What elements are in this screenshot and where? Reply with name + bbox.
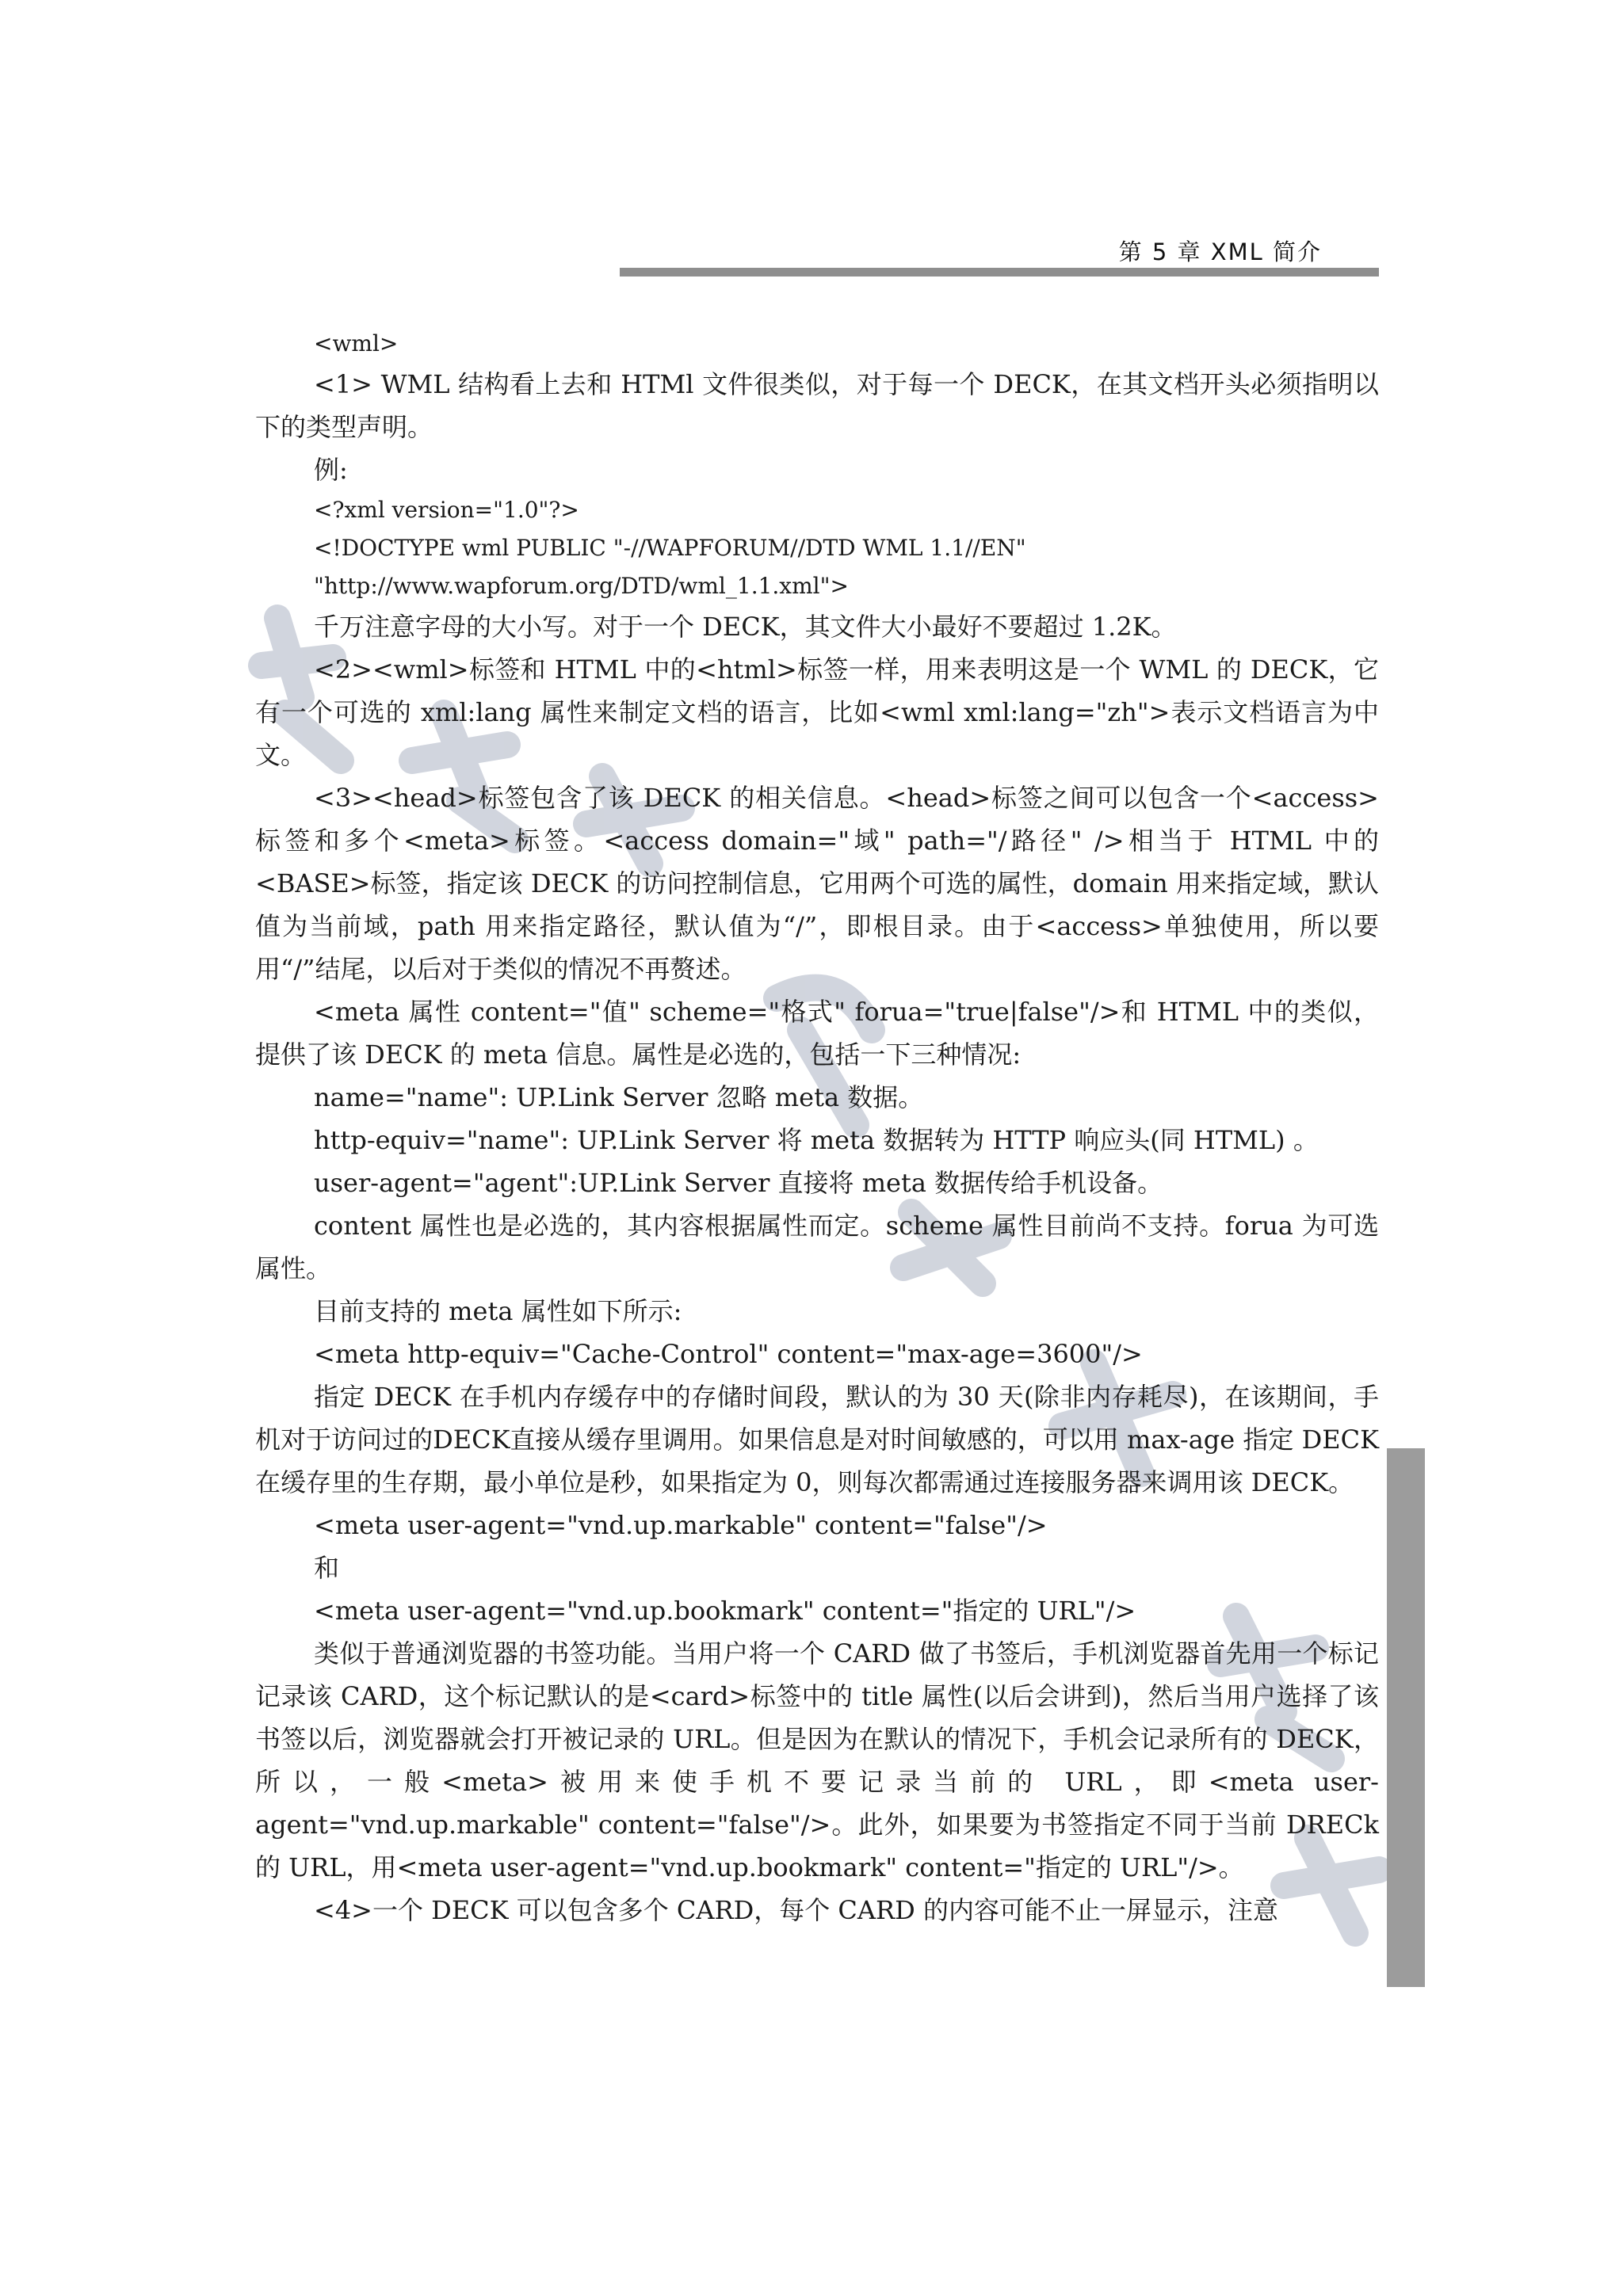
body-paragraph: 目前支持的 meta 属性如下所示: xyxy=(314,1296,682,1326)
body-paragraph: 指定 DECK 在手机内存缓存中的存储时间段，默认的为 30 天(除非内存耗尽)，在该期间，手机对于访问过的DECK直接从缓存里调用。如果信息是对时间敏感的，可以用 max-age 指定 DECK 在缓存里的生存期，最小单位是秒，如果指定为 0，则每次都需通过连接服务器来调用该 DECK。 xyxy=(255,1382,1379,1497)
body-paragraph: <meta 属性 content="值" scheme="格式" forua="true|false"/>和 HTML 中的类似，提供了该 DECK 的 meta 信息。属性是必选的，包括一下三种情况: xyxy=(255,997,1379,1070)
chapter-header-title: 第 5 章 XML 简介 xyxy=(1118,238,1322,265)
body-paragraph: <?xml version="1.0"?> xyxy=(314,497,579,523)
body-paragraph: 例: xyxy=(314,455,348,485)
body-paragraph: <4>一个 DECK 可以包含多个 CARD，每个 CARD 的内容可能不止一屏显示，注意 xyxy=(314,1895,1278,1925)
body-paragraph: <meta user-agent="vnd.up.bookmark" content="指定的 URL"/> xyxy=(314,1596,1136,1626)
body-paragraph: <wml> xyxy=(314,330,399,357)
body-paragraph: 和 xyxy=(314,1553,340,1583)
body-paragraph: <!DOCTYPE wml PUBLIC "-//WAPFORUM//DTD WML 1.1//EN" xyxy=(314,535,1026,561)
body-paragraph: <2><wml>标签和 HTML 中的<html>标签一样，用来表明这是一个 WML 的 DECK，它有一个可选的 xml:lang 属性来制定文档的语言，比如<wml xml:lang="zh">表示文档语言为中文。 xyxy=(255,654,1379,770)
body-paragraph: 类似于普通浏览器的书签功能。当用户将一个 CARD 做了书签后，手机浏览器首先用一个标记记录该 CARD，这个标记默认的是<card>标签中的 title 属性(以后会讲到)，然后当用户选择了该书签以后，浏览器就会打开被记录的 URL。但是因为在默认的情况下，手机会记录所有的 DECK，所以，一般<meta>被用来使手机不要记录当前的 URL，即<meta user-agent="vnd.up.markable" content="false"/>。此外，如果要为书签指定不同于当前 DRECk 的 URL，用<meta user-agent="vnd.up.bookmark" content="指定的 URL"/>。 xyxy=(255,1638,1379,1882)
body-paragraph: "http://www.wapforum.org/DTD/wml_1.1.xml"> xyxy=(314,573,849,599)
header-rule xyxy=(620,268,1379,277)
body-paragraph: 千万注意字母的大小写。对于一个 DECK，其文件大小最好不要超过 1.2K。 xyxy=(314,612,1177,642)
body-paragraph: <meta http-equiv="Cache-Control" content="max-age=3600"/> xyxy=(314,1339,1143,1369)
page-body xyxy=(255,325,1379,1932)
body-paragraph: <3><head>标签包含了该 DECK 的相关信息。<head>标签之间可以包含一个<access>标签和多个<meta>标签。<access domain="域" path="/路径" />相当于 HTML 中的<BASE>标签，指定该 DECK 的访问控制信息，它用两个可选的属性，domain 用来指定域，默认值为当前域，path 用来指定路径，默认值为“/”，即根目录。由于<access>单独使用，所以要用“/”结尾，以后对于类似的情况不再赘述。 xyxy=(255,783,1379,984)
page-edge-tab xyxy=(1387,1448,1425,1987)
body-paragraph: content 属性也是必选的，其内容根据属性而定。scheme 属性目前尚不支持。forua 为可选属性。 xyxy=(255,1211,1379,1283)
body-paragraph: <1> WML 结构看上去和 HTMl 文件很类似，对于每一个 DECK，在其文档开头必须指明以下的类型声明。 xyxy=(255,369,1379,442)
body-paragraph: user-agent="agent":UP.Link Server 直接将 meta 数据传给手机设备。 xyxy=(314,1168,1163,1198)
body-paragraph: <meta user-agent="vnd.up.markable" content="false"/> xyxy=(314,1510,1048,1540)
body-paragraph: name="name": UP.Link Server 忽略 meta 数据。 xyxy=(314,1082,924,1112)
body-paragraph: http-equiv="name": UP.Link Server 将 meta 数据转为 HTTP 响应头(同 HTML) 。 xyxy=(314,1125,1319,1155)
